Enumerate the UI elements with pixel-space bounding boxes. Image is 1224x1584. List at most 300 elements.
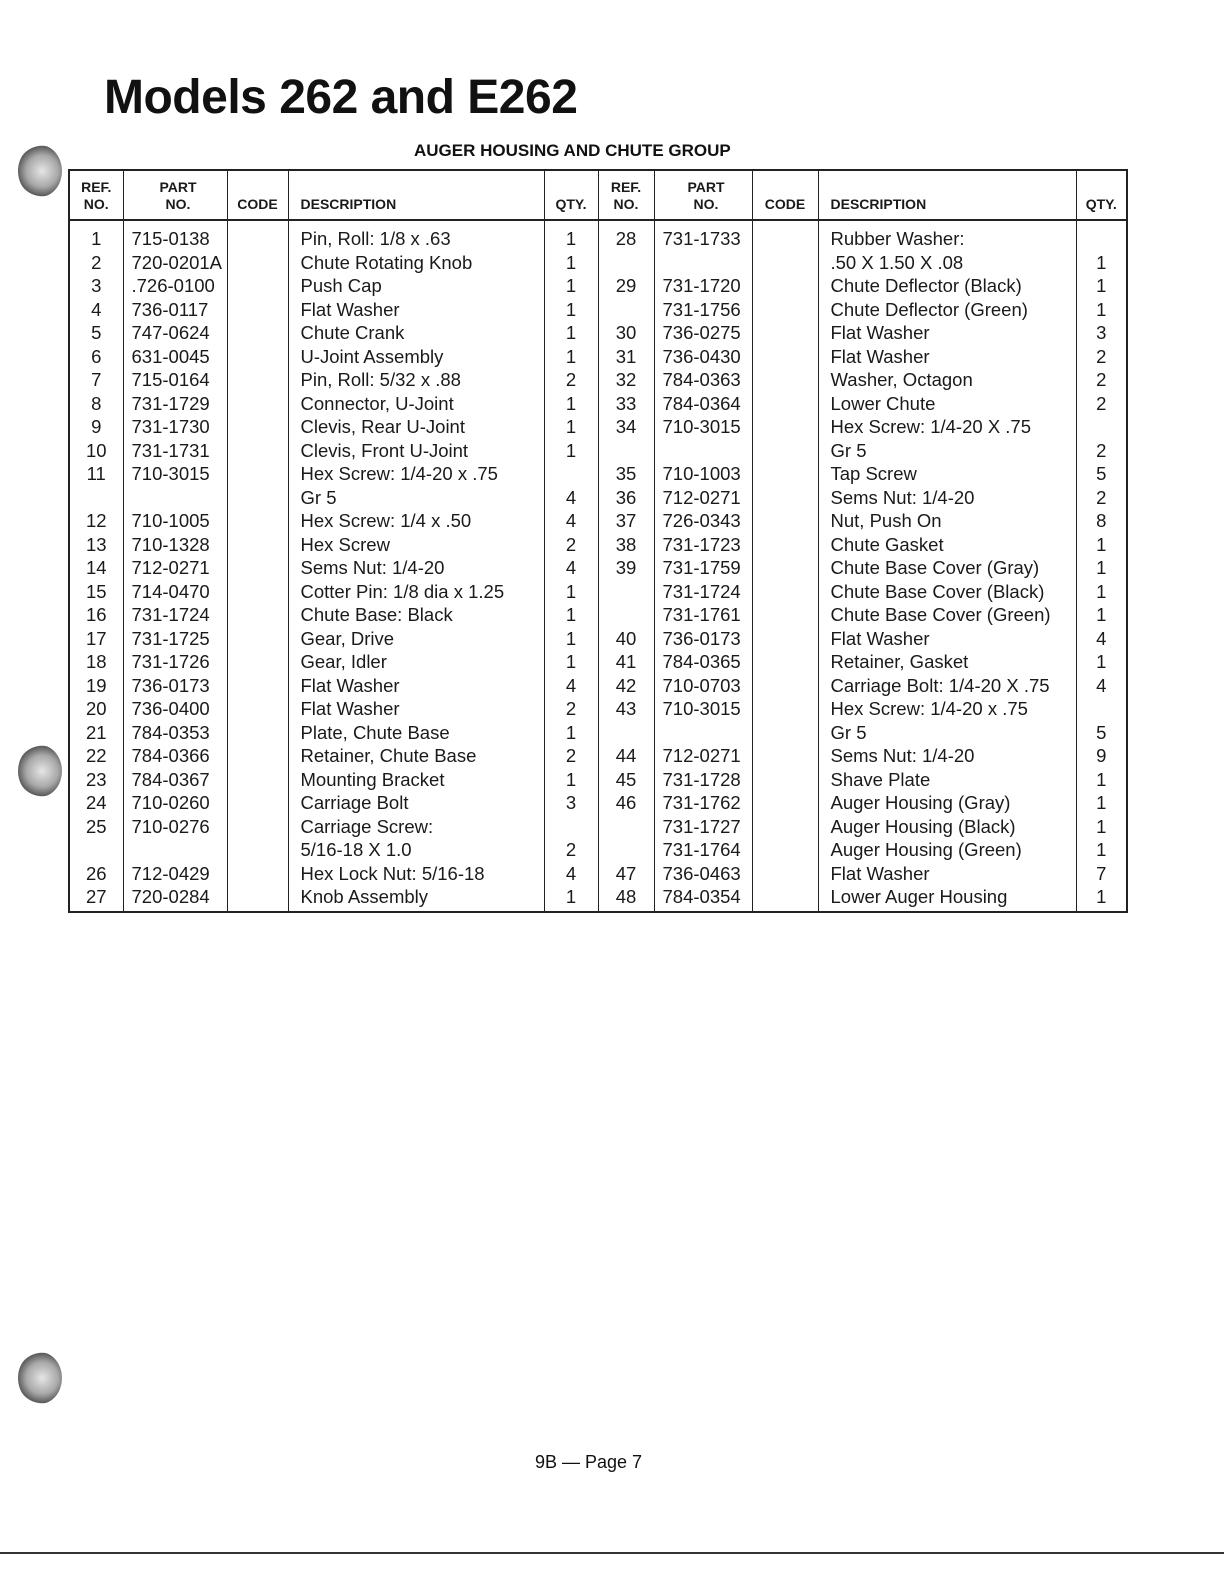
- code-cell: [227, 415, 288, 439]
- binder-hole: [18, 1352, 62, 1404]
- code-cell: [752, 462, 818, 486]
- part-no-cell: 731-1756: [654, 298, 752, 322]
- code-cell: [752, 533, 818, 557]
- table-header-row: [69, 170, 1127, 220]
- ref-no-cell: [69, 486, 123, 510]
- description-cell: Washer, Octagon: [818, 368, 1076, 392]
- ref-no-cell: 44: [598, 744, 654, 768]
- ref-no-cell: 14: [85, 557, 107, 578]
- qty-cell: 4: [544, 674, 598, 698]
- qty-cell: 1: [544, 415, 598, 439]
- qty-cell: 2: [1076, 345, 1127, 369]
- table-row: [69, 768, 1127, 792]
- header-part-no: [654, 170, 752, 220]
- ref-no-cell: 45: [598, 768, 654, 792]
- code-cell: [227, 768, 288, 792]
- table-row: [69, 791, 1127, 815]
- code-cell: [752, 486, 818, 510]
- description-cell: Pin, Roll: 5/32 x .88: [288, 368, 544, 392]
- part-no-cell: 736-0173: [123, 674, 227, 698]
- binder-hole: [18, 745, 62, 797]
- part-no-cell: 710-0276: [123, 815, 227, 839]
- description-cell: Gr 5: [818, 439, 1076, 463]
- part-no-cell: 710-3015: [123, 462, 227, 486]
- code-cell: [752, 815, 818, 839]
- part-no-cell: .726-0100: [123, 274, 227, 298]
- description-cell: Nut, Push On: [818, 509, 1076, 533]
- ref-no-cell: 3: [91, 275, 102, 296]
- description-cell: Hex Screw: 1/4-20 x .75: [818, 697, 1076, 721]
- code-cell: [752, 298, 818, 322]
- qty-cell: 4: [544, 486, 598, 510]
- description-cell: Gear, Drive: [288, 627, 544, 651]
- description-cell: Gr 5: [288, 486, 544, 510]
- code-cell: [752, 721, 818, 745]
- qty-cell: 1: [544, 345, 598, 369]
- qty-cell: 1: [1076, 298, 1127, 322]
- part-no-cell: [654, 721, 752, 745]
- part-no-cell: 731-1723: [654, 533, 752, 557]
- binder-hole: [18, 145, 62, 197]
- qty-cell: 7: [1076, 862, 1127, 886]
- description-cell: Sems Nut: 1/4-20: [818, 744, 1076, 768]
- part-no-cell: 736-0117: [123, 298, 227, 322]
- ref-no-cell: 33: [598, 392, 654, 416]
- part-no-cell: 710-1328: [123, 533, 227, 557]
- code-cell: [752, 885, 818, 912]
- qty-cell: 8: [1076, 509, 1127, 533]
- part-no-cell: 731-1762: [654, 791, 752, 815]
- code-cell: [227, 791, 288, 815]
- description-cell: Mounting Bracket: [288, 768, 544, 792]
- table-row: [69, 885, 1127, 912]
- part-no-cell: 731-1759: [654, 556, 752, 580]
- description-cell: Clevis, Front U-Joint: [288, 439, 544, 463]
- code-cell: [752, 321, 818, 345]
- part-no-cell: 720-0201A: [123, 251, 227, 275]
- ref-no-cell: 23: [85, 768, 107, 790]
- qty-cell: 1: [1076, 791, 1127, 815]
- header-part-no: [123, 170, 227, 220]
- code-cell: [752, 392, 818, 416]
- table-row: [69, 838, 1127, 862]
- qty-cell: 1: [1076, 533, 1127, 557]
- ref-no-cell: [598, 580, 654, 604]
- table-row: [69, 556, 1127, 580]
- ref-no-cell: 39: [598, 556, 654, 580]
- part-no-cell: 712-0271: [654, 744, 752, 768]
- part-no-cell: 720-0284: [123, 885, 227, 912]
- ref-no-cell: [598, 721, 654, 745]
- part-no-cell: 736-0463: [654, 862, 752, 886]
- table-row: [69, 368, 1127, 392]
- part-no-cell: 731-1733: [654, 220, 752, 251]
- code-cell: [227, 486, 288, 510]
- code-cell: [227, 838, 288, 862]
- description-cell: Flat Washer: [288, 298, 544, 322]
- code-cell: [752, 862, 818, 886]
- ref-no-cell: [598, 439, 654, 463]
- ref-no-cell: 17: [85, 627, 107, 649]
- description-cell: Shave Plate: [818, 768, 1076, 792]
- part-no-cell: 736-0400: [123, 697, 227, 721]
- description-cell: Flat Washer: [288, 674, 544, 698]
- description-cell: 5/16-18 X 1.0: [288, 838, 544, 862]
- table-row: [69, 345, 1127, 369]
- ref-no-cell: 37: [598, 509, 654, 533]
- part-no-cell: 784-0365: [654, 650, 752, 674]
- description-cell: Gr 5: [818, 721, 1076, 745]
- table-row: [69, 697, 1127, 721]
- description-cell: Clevis, Rear U-Joint: [288, 415, 544, 439]
- code-cell: [227, 885, 288, 912]
- ref-no-cell: 19: [85, 674, 107, 696]
- part-no-cell: 731-1761: [654, 603, 752, 627]
- qty-cell: 1: [544, 721, 598, 745]
- part-no-cell: 784-0363: [654, 368, 752, 392]
- description-cell: Carriage Screw:: [288, 815, 544, 839]
- qty-cell: 2: [544, 697, 598, 721]
- qty-cell: 1: [1076, 885, 1127, 912]
- ref-no-cell: 26: [85, 862, 107, 884]
- code-cell: [227, 509, 288, 533]
- part-no-cell: [123, 486, 227, 510]
- ref-no-cell: 22: [85, 745, 107, 766]
- description-cell: .50 X 1.50 X .08: [818, 251, 1076, 275]
- part-no-cell: 736-0430: [654, 345, 752, 369]
- code-cell: [752, 674, 818, 698]
- qty-cell: 4: [544, 862, 598, 886]
- part-no-cell: 715-0164: [123, 368, 227, 392]
- ref-no-cell: 32: [598, 368, 654, 392]
- section-title: AUGER HOUSING AND CHUTE GROUP: [414, 141, 731, 160]
- header-qty: QTY.: [1076, 170, 1127, 220]
- ref-no-cell: 13: [85, 533, 107, 555]
- qty-cell: 3: [1076, 321, 1127, 345]
- table-row: [69, 862, 1127, 886]
- part-no-cell: 712-0271: [654, 486, 752, 510]
- description-cell: Flat Washer: [288, 697, 544, 721]
- description-cell: Tap Screw: [818, 462, 1076, 486]
- part-no-cell: 714-0470: [123, 580, 227, 604]
- qty-cell: 1: [544, 768, 598, 792]
- description-cell: Lower Auger Housing: [818, 885, 1076, 912]
- code-cell: [752, 580, 818, 604]
- header-ref-no: [69, 170, 123, 220]
- qty-cell: 4: [544, 556, 598, 580]
- header-ref-no: [598, 170, 654, 220]
- part-no-cell: 784-0354: [654, 885, 752, 912]
- description-cell: Pin, Roll: 1/8 x .63: [288, 220, 544, 251]
- qty-cell: 1: [544, 251, 598, 275]
- ref-no-cell: 34: [598, 415, 654, 439]
- description-cell: Flat Washer: [818, 321, 1076, 345]
- part-no-cell: 710-1003: [654, 462, 752, 486]
- table-row: [69, 650, 1127, 674]
- code-cell: [227, 556, 288, 580]
- table-row: [69, 439, 1127, 463]
- part-no-cell: 712-0429: [123, 862, 227, 886]
- qty-cell: [1076, 220, 1127, 251]
- table-row: [69, 509, 1127, 533]
- header-part-label: PART NO.: [159, 179, 197, 212]
- qty-cell: 1: [544, 220, 598, 251]
- qty-cell: 1: [544, 650, 598, 674]
- ref-no-cell: 6: [91, 345, 102, 367]
- description-cell: Chute Base Cover (Gray): [818, 556, 1076, 580]
- qty-cell: 2: [544, 838, 598, 862]
- code-cell: [227, 580, 288, 604]
- qty-cell: 4: [544, 509, 598, 533]
- qty-cell: 1: [1076, 768, 1127, 792]
- description-cell: Cotter Pin: 1/8 dia x 1.25: [288, 580, 544, 604]
- ref-no-cell: [598, 815, 654, 839]
- code-cell: [752, 650, 818, 674]
- code-cell: [227, 392, 288, 416]
- description-cell: Flat Washer: [818, 627, 1076, 651]
- ref-no-cell: 46: [598, 791, 654, 815]
- ref-no-cell: 7: [91, 369, 102, 390]
- part-no-cell: [654, 439, 752, 463]
- description-cell: Retainer, Chute Base: [288, 744, 544, 768]
- code-cell: [752, 220, 818, 251]
- part-no-cell: 747-0624: [123, 321, 227, 345]
- header-ref-label: REF. NO.: [81, 179, 112, 212]
- part-no-cell: 731-1730: [123, 415, 227, 439]
- ref-no-cell: 24: [85, 792, 107, 813]
- part-no-cell: 731-1724: [123, 603, 227, 627]
- qty-cell: 2: [1076, 368, 1127, 392]
- table-row: [69, 486, 1127, 510]
- ref-no-cell: 48: [598, 885, 654, 912]
- description-cell: Flat Washer: [818, 862, 1076, 886]
- ref-no-cell: 20: [85, 698, 107, 719]
- table-row: [69, 721, 1127, 745]
- description-cell: Gear, Idler: [288, 650, 544, 674]
- code-cell: [227, 721, 288, 745]
- description-cell: Rubber Washer:: [818, 220, 1076, 251]
- description-cell: Chute Deflector (Black): [818, 274, 1076, 298]
- description-cell: Hex Screw: 1/4-20 x .75: [288, 462, 544, 486]
- table-row: [69, 533, 1127, 557]
- code-cell: [752, 744, 818, 768]
- ref-no-cell: 35: [598, 462, 654, 486]
- ref-no-cell: 16: [85, 604, 107, 625]
- ref-no-cell: 47: [598, 862, 654, 886]
- code-cell: [227, 298, 288, 322]
- code-cell: [227, 603, 288, 627]
- table-row: [69, 415, 1127, 439]
- qty-cell: 2: [1076, 392, 1127, 416]
- header-description: DESCRIPTION: [288, 170, 544, 220]
- ref-no-cell: 10: [85, 439, 107, 461]
- qty-cell: 2: [1076, 486, 1127, 510]
- header-code: CODE: [227, 170, 288, 220]
- header-part-label: PART NO.: [687, 179, 725, 212]
- description-cell: Flat Washer: [818, 345, 1076, 369]
- qty-cell: 5: [1076, 721, 1127, 745]
- ref-no-cell: 36: [598, 486, 654, 510]
- qty-cell: [1076, 697, 1127, 721]
- qty-cell: 1: [544, 392, 598, 416]
- ref-no-cell: 21: [85, 721, 107, 743]
- ref-no-cell: 29: [598, 274, 654, 298]
- description-cell: Chute Rotating Knob: [288, 251, 544, 275]
- description-cell: Sems Nut: 1/4-20: [818, 486, 1076, 510]
- part-no-cell: 710-0703: [654, 674, 752, 698]
- code-cell: [752, 768, 818, 792]
- description-cell: Chute Deflector (Green): [818, 298, 1076, 322]
- part-no-cell: 731-1764: [654, 838, 752, 862]
- code-cell: [227, 674, 288, 698]
- qty-cell: 1: [1076, 580, 1127, 604]
- part-no-cell: 631-0045: [123, 345, 227, 369]
- part-no-cell: 710-0260: [123, 791, 227, 815]
- part-no-cell: 715-0138: [123, 220, 227, 251]
- part-no-cell: 710-1005: [123, 509, 227, 533]
- code-cell: [752, 838, 818, 862]
- table-row: [69, 298, 1127, 322]
- ref-no-cell: 27: [85, 886, 107, 907]
- qty-cell: 1: [544, 274, 598, 298]
- ref-no-cell: 40: [598, 627, 654, 651]
- description-cell: Lower Chute: [818, 392, 1076, 416]
- description-cell: Chute Crank: [288, 321, 544, 345]
- part-no-cell: 784-0364: [654, 392, 752, 416]
- code-cell: [227, 368, 288, 392]
- qty-cell: 2: [544, 533, 598, 557]
- qty-cell: 1: [1076, 838, 1127, 862]
- part-no-cell: 731-1728: [654, 768, 752, 792]
- table-row: [69, 580, 1127, 604]
- qty-cell: 2: [544, 368, 598, 392]
- ref-no-cell: [598, 251, 654, 275]
- header-qty: QTY.: [544, 170, 598, 220]
- code-cell: [752, 439, 818, 463]
- description-cell: Carriage Bolt: 1/4-20 X .75: [818, 674, 1076, 698]
- description-cell: Hex Screw: 1/4 x .50: [288, 509, 544, 533]
- description-cell: Plate, Chute Base: [288, 721, 544, 745]
- qty-cell: 1: [1076, 650, 1127, 674]
- qty-cell: 1: [544, 439, 598, 463]
- ref-no-cell: 43: [598, 697, 654, 721]
- qty-cell: 1: [544, 321, 598, 345]
- part-no-cell: [123, 838, 227, 862]
- table-row: [69, 815, 1127, 839]
- qty-cell: 1: [1076, 251, 1127, 275]
- ref-no-cell: 25: [85, 815, 107, 837]
- qty-cell: [544, 815, 598, 839]
- ref-no-cell: 42: [598, 674, 654, 698]
- qty-cell: [1076, 415, 1127, 439]
- description-cell: Carriage Bolt: [288, 791, 544, 815]
- ref-no-cell: [69, 838, 123, 862]
- ref-no-cell: [598, 838, 654, 862]
- part-no-cell: 731-1731: [123, 439, 227, 463]
- table-row: [69, 744, 1127, 768]
- ref-no-cell: 1: [91, 228, 102, 249]
- code-cell: [227, 650, 288, 674]
- description-cell: Auger Housing (Green): [818, 838, 1076, 862]
- bottom-rule: [0, 1552, 1224, 1554]
- description-cell: Hex Screw: [288, 533, 544, 557]
- table-row: [69, 321, 1127, 345]
- qty-cell: [544, 462, 598, 486]
- description-cell: Auger Housing (Black): [818, 815, 1076, 839]
- part-no-cell: 784-0353: [123, 721, 227, 745]
- page-number: 9B — Page 7: [535, 1452, 643, 1472]
- table-row: [69, 627, 1127, 651]
- part-no-cell: 710-3015: [654, 415, 752, 439]
- table-row: [69, 603, 1127, 627]
- qty-cell: 4: [1076, 627, 1127, 651]
- header-ref-label: REF. NO.: [610, 179, 642, 212]
- ref-no-cell: 28: [598, 220, 654, 251]
- part-no-cell: [654, 251, 752, 275]
- ref-no-cell: [598, 603, 654, 627]
- part-no-cell: 712-0271: [123, 556, 227, 580]
- code-cell: [227, 439, 288, 463]
- qty-cell: 1: [1076, 274, 1127, 298]
- qty-cell: 4: [1076, 674, 1127, 698]
- part-no-cell: 736-0275: [654, 321, 752, 345]
- qty-cell: 1: [1076, 815, 1127, 839]
- description-cell: Knob Assembly: [288, 885, 544, 912]
- qty-cell: 1: [1076, 603, 1127, 627]
- code-cell: [752, 791, 818, 815]
- code-cell: [227, 251, 288, 275]
- qty-cell: 5: [1076, 462, 1127, 486]
- part-no-cell: 731-1725: [123, 627, 227, 651]
- description-cell: Hex Lock Nut: 5/16-18: [288, 862, 544, 886]
- ref-no-cell: 12: [85, 510, 107, 531]
- part-no-cell: 731-1729: [123, 392, 227, 416]
- qty-cell: 3: [544, 791, 598, 815]
- table-row: [69, 251, 1127, 275]
- description-cell: Retainer, Gasket: [818, 650, 1076, 674]
- ref-no-cell: 30: [598, 321, 654, 345]
- header-code: CODE: [752, 170, 818, 220]
- ref-no-cell: 2: [91, 251, 102, 273]
- ref-no-cell: 15: [85, 580, 107, 602]
- ref-no-cell: 31: [598, 345, 654, 369]
- qty-cell: 1: [544, 885, 598, 912]
- code-cell: [752, 415, 818, 439]
- table-row: [69, 462, 1127, 486]
- ref-no-cell: 8: [91, 392, 102, 414]
- description-cell: Chute Gasket: [818, 533, 1076, 557]
- ref-no-cell: 11: [86, 463, 106, 484]
- qty-cell: 2: [1076, 439, 1127, 463]
- code-cell: [752, 556, 818, 580]
- ref-no-cell: 38: [598, 533, 654, 557]
- part-no-cell: 736-0173: [654, 627, 752, 651]
- description-cell: Chute Base Cover (Black): [818, 580, 1076, 604]
- code-cell: [227, 815, 288, 839]
- code-cell: [227, 462, 288, 486]
- part-no-cell: 731-1724: [654, 580, 752, 604]
- page-title: Models 262 and E262: [104, 71, 578, 124]
- qty-cell: 1: [544, 627, 598, 651]
- code-cell: [752, 368, 818, 392]
- qty-cell: 9: [1076, 744, 1127, 768]
- code-cell: [227, 533, 288, 557]
- description-cell: Sems Nut: 1/4-20: [288, 556, 544, 580]
- code-cell: [752, 603, 818, 627]
- description-cell: Chute Base Cover (Green): [818, 603, 1076, 627]
- qty-cell: 1: [1076, 556, 1127, 580]
- description-cell: Connector, U-Joint: [288, 392, 544, 416]
